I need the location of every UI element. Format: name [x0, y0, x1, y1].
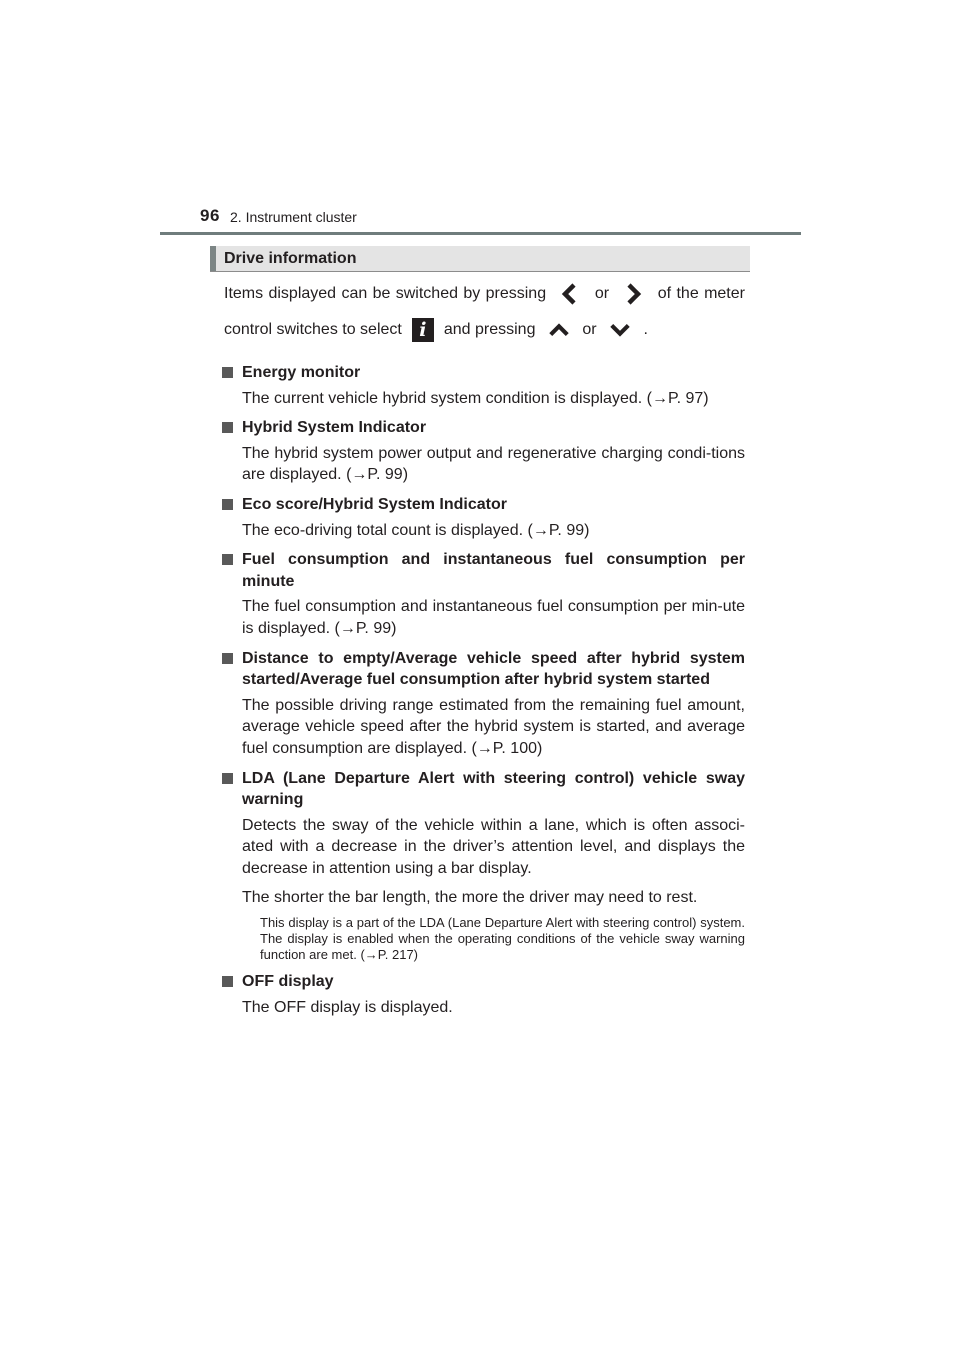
- page-number: 96: [200, 206, 220, 225]
- item-heading: [242, 549, 745, 592]
- item-body-secondary: The shorter the bar length, the more the driver may need to rest.: [242, 889, 698, 907]
- bullet-square: [222, 976, 233, 987]
- page-content: [224, 282, 745, 1026]
- intro-text-4: and pressing: [443, 321, 536, 339]
- chevron-left-icon: [559, 282, 581, 306]
- intro-line-1: [224, 282, 745, 318]
- item-heading-text: OFF display: [242, 973, 334, 991]
- item-heading: [242, 417, 745, 439]
- intro-or-1: or: [594, 285, 610, 303]
- bullet-square: [222, 554, 233, 565]
- item-body: The current vehicle hybrid system condition is displayed. (→P. 97): [242, 389, 709, 407]
- item-heading: [242, 971, 745, 993]
- bullet-square: [222, 653, 233, 664]
- section-title: Drive information: [224, 250, 357, 267]
- info-icon: i: [412, 318, 434, 342]
- item-body: Detects the sway of the vehicle within a lane, which is often associ-ated with a decrease in the driver’s attention level, and displays the decrease in attention using a bar display.: [242, 816, 745, 877]
- list-item: [224, 549, 745, 639]
- item-heading-text: Eco score/Hybrid System Indicator: [242, 495, 507, 513]
- section-heading-bar: [210, 246, 750, 272]
- item-heading: [242, 362, 745, 384]
- item-heading: [242, 768, 745, 811]
- list-item: [224, 417, 745, 486]
- running-header: 2. Instrument cluster: [230, 209, 357, 225]
- list-item: [224, 971, 745, 1018]
- list-item: [224, 768, 745, 964]
- item-body: The OFF display is displayed.: [242, 998, 453, 1016]
- item-heading: [242, 648, 745, 691]
- item-note: This display is a part of the LDA (Lane Departure Alert with steering control) system. The display is enabled when the operating conditions of the vehicle sway warning function are met. (→P. 217): [260, 915, 745, 963]
- bullet-square: [222, 773, 233, 784]
- item-body: The fuel consumption and instantaneous fuel consumption per min-ute is displayed. (→P. 99): [242, 598, 745, 637]
- item-body: The hybrid system power output and regenerative charging condi-tions are displayed. (→P. 99): [242, 444, 745, 484]
- chevron-right-icon: [622, 282, 644, 306]
- chevron-down-icon: [609, 318, 631, 342]
- bullet-square: [222, 422, 233, 433]
- intro-text-3: control switches to select: [224, 321, 402, 339]
- item-body: The eco-driving total count is displayed. (→P. 99): [242, 521, 590, 539]
- intro-text-1: Items displayed can be switched by pressing: [224, 285, 547, 303]
- item-heading-text: LDA (Lane Departure Alert with steering control) vehicle sway warning: [242, 769, 745, 809]
- list-item: [224, 648, 745, 760]
- intro-text-2: of the meter: [657, 285, 745, 303]
- intro-line-2: [224, 318, 745, 352]
- bullet-square: [222, 499, 233, 510]
- list-item: [224, 362, 745, 409]
- item-body: The possible driving range estimated from the remaining fuel amount, average vehicle speed after the hybrid system is started, and average fuel consumption are displayed. (→P. 100): [242, 696, 745, 757]
- item-heading-text: Fuel consumption and instantaneous fuel consumption per minute: [242, 551, 745, 590]
- item-heading-text: Energy monitor: [242, 364, 361, 381]
- section-accent: [210, 246, 216, 271]
- bullet-square: [222, 367, 233, 378]
- intro-or-2: or: [582, 321, 597, 339]
- item-heading-text: Distance to empty/Average vehicle speed after hybrid system started/Average fuel consumption after hybrid system started: [242, 649, 745, 689]
- item-heading-text: Hybrid System Indicator: [242, 419, 427, 437]
- chevron-up-icon: [548, 318, 570, 342]
- list-item: [224, 494, 745, 541]
- item-heading: [242, 494, 745, 516]
- header-rule: [160, 232, 801, 235]
- intro-period: .: [643, 321, 648, 339]
